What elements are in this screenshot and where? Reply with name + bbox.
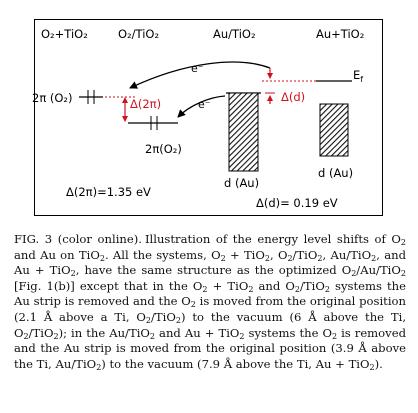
value-delta-2pi: Δ(2π)=1.35 eV	[66, 185, 151, 199]
electron-label-mid: e⁻	[198, 98, 211, 111]
subscript: 2	[331, 331, 338, 341]
subscript: 2	[400, 269, 406, 279]
d-band-au-on-tio2	[229, 93, 258, 171]
subscript: 2	[96, 362, 102, 372]
subscript: 2	[53, 331, 59, 341]
subscript: 2	[70, 269, 76, 279]
subscript: 2	[248, 284, 254, 294]
column-title-au-plus-tio2: Au+TiO₂	[316, 27, 365, 41]
subscript: 2	[369, 362, 375, 372]
subscript: 2	[400, 238, 406, 247]
subscript: 2	[202, 284, 208, 294]
subscript: 2	[239, 331, 245, 341]
level-label-2pi-shifted: 2π(O₂)	[145, 142, 182, 156]
value-delta-d: Δ(d)= 0.19 eV	[256, 196, 338, 210]
delta-2pi-arrow-head-top	[122, 97, 128, 103]
subscript: 2	[23, 331, 29, 341]
subscript: 2	[351, 269, 357, 279]
subscript: 2	[175, 315, 181, 325]
subscript: 2	[324, 284, 330, 294]
subscript: 2	[264, 253, 270, 263]
subscript: 2	[371, 253, 377, 263]
delta-d-label: Δ(d)	[281, 90, 306, 104]
subscript: 2	[145, 315, 152, 325]
figure-caption	[14, 232, 406, 372]
caption-label: FIG. 3 (color online).	[14, 232, 142, 246]
subscript: 2	[190, 300, 196, 310]
d-band-au-plus-tio2	[320, 104, 348, 156]
electron-label-top: e⁻	[191, 62, 204, 75]
subscript: 2	[317, 253, 323, 263]
column-title-au-on-tio2: Au/TiO₂	[213, 27, 256, 41]
subscript: 2	[287, 253, 293, 263]
fermi-level-label: $E_f$	[353, 68, 364, 84]
delta-2pi-label: Δ(2π)	[130, 97, 162, 111]
column-title-o2-plus-tio2: O₂+TiO₂	[41, 27, 88, 41]
d-band-label-au-on-tio2: d (Au)	[224, 176, 260, 190]
column-title-o2-on-tio2: O₂/TiO₂	[118, 27, 160, 41]
d-band-label-au-plus-tio2: d (Au)	[318, 166, 354, 180]
caption-text: Illustration of the energy level shifts of $O_2$ and Au on TiO$_2$. All the systems, $O_2 + TiO_2$, $O_2/TiO_2$, Au/TiO$_2$, and Au + TiO$_2$, have the same structure as the optimized $O_2/Au/TiO_2$ [Fig. 1(b)] except that in the $O_2 + TiO_2$ and $O_2/TiO_2$ systems the Au strip is removed and the $O_2$ is moved from the original position (2.1 Å above a Ti, $O_2/TiO_2$) to the vacuum (6 Å above the Ti, $O_2/TiO_2$); in the Au/TiO$_2$ and Au + TiO$_2$ systems the $O_2$ is removed and the Au strip is moved from the original position (3.9 Å above the Ti, Au/TiO$_2$) to the vacuum (7.9 Å above the Ti, Au + TiO$_2$).	[14, 232, 407, 372]
subscript: 2	[99, 253, 105, 263]
subscript: 2	[220, 253, 226, 263]
subscript: 2	[149, 331, 156, 341]
subscript: 2	[294, 284, 300, 294]
level-label-2pi-left: 2π (O₂)	[32, 91, 73, 105]
